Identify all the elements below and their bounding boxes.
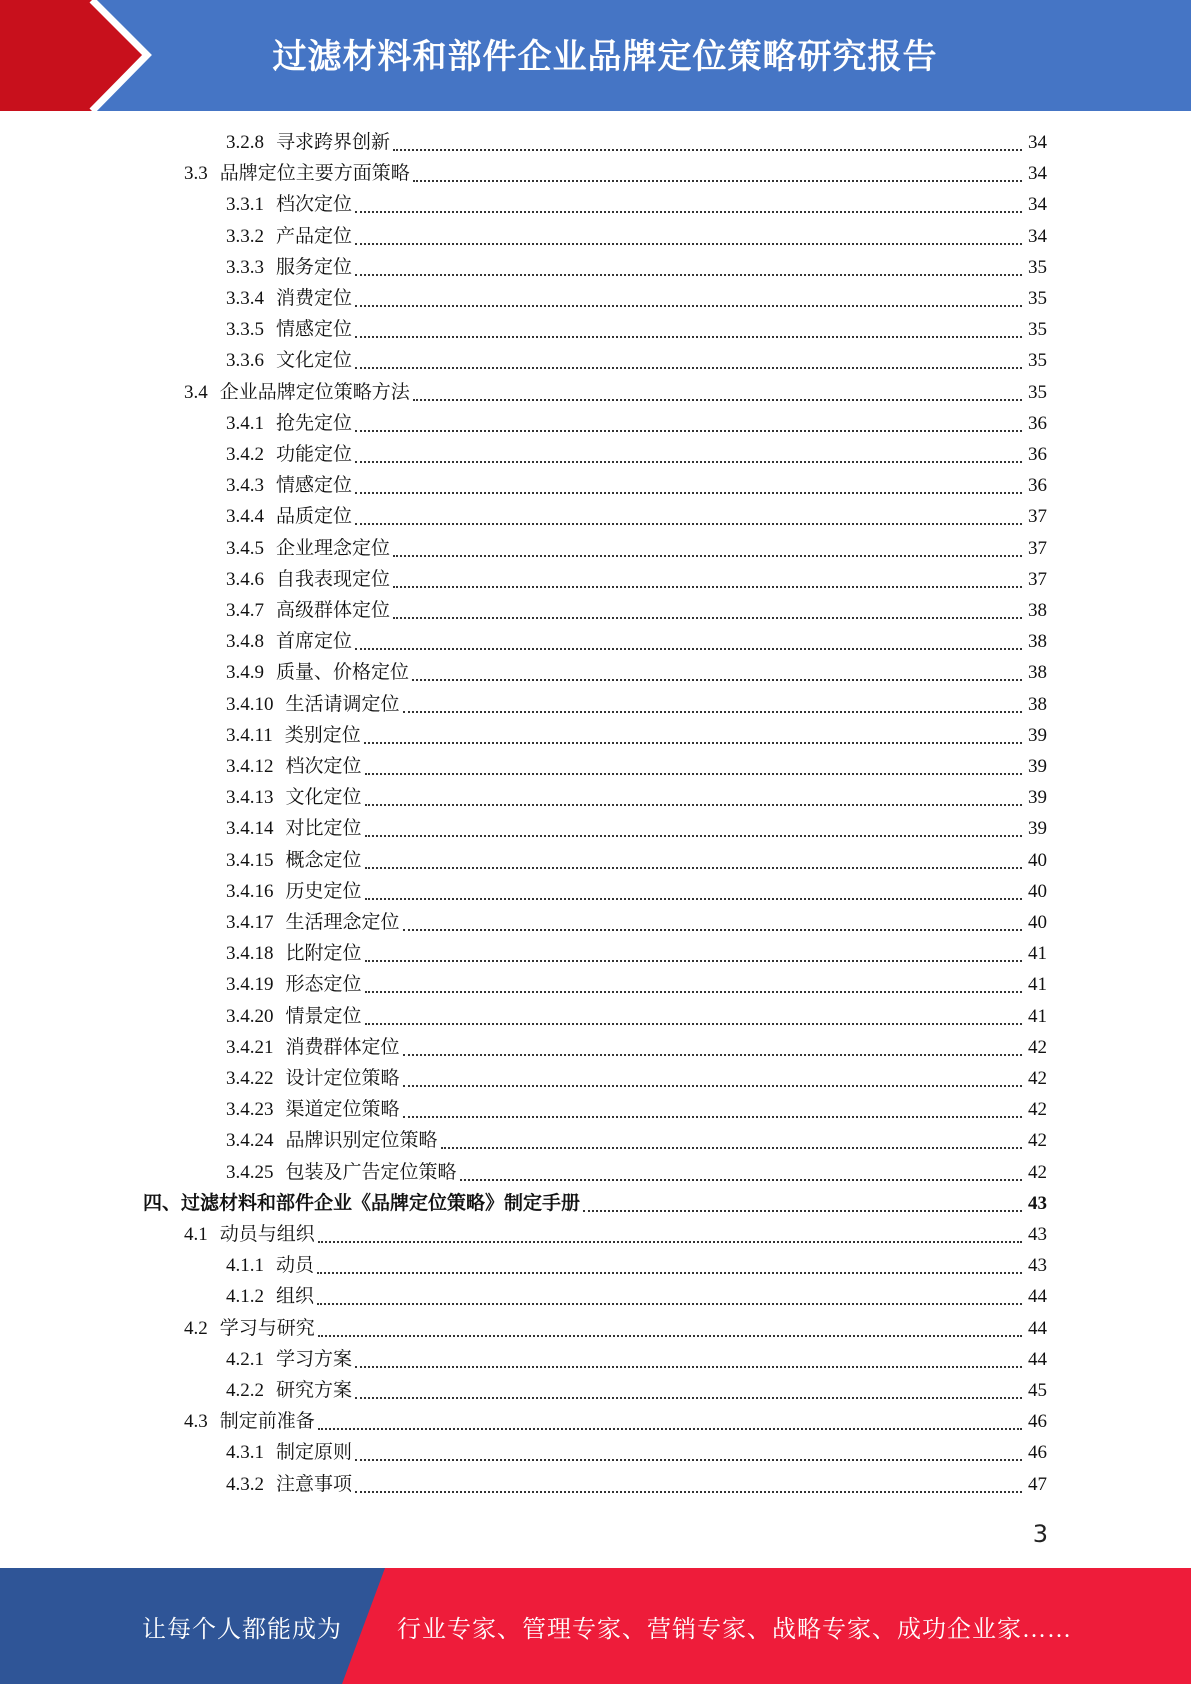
- toc-dot-leader: [403, 1053, 1022, 1056]
- toc-entry-number: 3.4.25: [226, 1161, 274, 1183]
- toc-entry[interactable]: [226, 1437, 1047, 1468]
- page-header: [0, 0, 1191, 111]
- toc-dot-leader: [355, 491, 1022, 494]
- toc-entry-title: 高级群体定位: [276, 600, 391, 621]
- toc-entry-number: 3.4.10: [226, 693, 274, 715]
- toc-entry-number: 3.4.19: [226, 974, 274, 996]
- toc-entry-title: 产品定位: [276, 225, 353, 247]
- toc-entry-page: 39: [1028, 756, 1047, 777]
- toc-entry-title: 档次定位: [276, 194, 353, 216]
- toc-entry-number: 3.4.16: [226, 880, 274, 902]
- toc-entry-page: 35: [1028, 319, 1047, 341]
- toc-entry-title: 动员与组织: [219, 1224, 315, 1245]
- toc-entry-number: 3.3.6: [226, 350, 264, 372]
- toc-dot-leader: [393, 148, 1022, 151]
- toc-entry-number: 4.3: [184, 1411, 208, 1433]
- toc-dot-leader: [355, 1490, 1022, 1493]
- toc-entry-page: 45: [1028, 1380, 1047, 1401]
- toc-dot-leader: [393, 585, 1022, 588]
- toc-entry-page: 41: [1028, 943, 1047, 965]
- toc-entry-number: 3.3.1: [226, 194, 264, 216]
- toc-entry[interactable]: [226, 408, 1047, 439]
- toc-entry[interactable]: [184, 1406, 1047, 1437]
- toc-entry-number: 3.4.17: [226, 912, 274, 933]
- toc-entry[interactable]: [226, 813, 1047, 844]
- toc-entry[interactable]: [226, 907, 1047, 938]
- toc-entry-number: 3.4.18: [226, 943, 274, 965]
- toc-entry-page: 42: [1028, 1068, 1047, 1089]
- toc-dot-leader: [393, 616, 1022, 619]
- toc-entry-number: 3.4.1: [226, 412, 264, 434]
- toc-dot-leader: [318, 1334, 1022, 1337]
- toc-entry[interactable]: [184, 377, 1047, 408]
- toc-entry-number: 3.4.3: [226, 475, 264, 497]
- toc-dot-leader: [403, 1115, 1022, 1118]
- toc-entry-page: 44: [1028, 1286, 1047, 1308]
- toc-dot-leader: [403, 928, 1022, 931]
- toc-dot-leader: [413, 398, 1022, 401]
- toc-entry-page: 42: [1028, 1036, 1047, 1058]
- toc-entry[interactable]: [226, 1469, 1047, 1500]
- toc-entry-title: 注意事项: [276, 1473, 353, 1495]
- toc-entry-title: 抢先定位: [276, 412, 353, 434]
- toc-entry-title: 研究方案: [276, 1380, 353, 1401]
- toc-entry-title: 消费群体定位: [285, 1036, 400, 1058]
- toc-entry-title: 制定前准备: [219, 1411, 315, 1433]
- report-title: 过滤材料和部件企业品牌定位策略研究报告: [272, 36, 938, 77]
- footer-slogan-left: 让每个人都能成为: [142, 1616, 342, 1643]
- toc-entry-number: 4.3.2: [226, 1473, 264, 1495]
- toc-entry-number: 4.2.1: [226, 1348, 264, 1370]
- toc-entry[interactable]: [184, 1313, 1047, 1344]
- toc-dot-leader: [583, 1209, 1022, 1212]
- toc-entry[interactable]: [226, 876, 1047, 907]
- toc-dot-leader: [365, 834, 1022, 837]
- toc-entry-page: 38: [1028, 693, 1047, 715]
- toc-entry-title: 品牌识别定位策略: [285, 1130, 438, 1152]
- toc-dot-leader: [355, 210, 1022, 213]
- toc-entry-number: 4.1: [184, 1224, 208, 1245]
- toc-entry-page: 43: [1028, 1192, 1047, 1214]
- toc-entry-title: 过滤材料和部件企业《品牌定位策略》制定手册: [181, 1192, 581, 1214]
- toc-dot-leader: [355, 460, 1022, 463]
- toc-dot-leader: [355, 366, 1022, 369]
- toc-entry-page: 46: [1028, 1442, 1047, 1464]
- toc-entry-number: 3.4.8: [226, 631, 264, 653]
- toc-entry-title: 动员: [276, 1255, 315, 1277]
- toc-entry-page: 34: [1028, 163, 1047, 185]
- toc-entry-page: 40: [1028, 880, 1047, 902]
- toc-dot-leader: [412, 678, 1022, 681]
- toc-entry[interactable]: [226, 533, 1047, 564]
- toc-entry-page: 35: [1028, 381, 1047, 403]
- toc-entry-title: 学习与研究: [219, 1317, 315, 1339]
- toc-entry-number: 3.4.21: [226, 1036, 274, 1058]
- toc-entry-number: 3.4.22: [226, 1068, 274, 1089]
- toc-entry-title: 制定原则: [276, 1442, 353, 1464]
- toc-entry-page: 35: [1028, 256, 1047, 278]
- toc-entry-title: 功能定位: [276, 444, 353, 465]
- toc-dot-leader: [365, 1022, 1022, 1025]
- toc-entry[interactable]: [226, 439, 1047, 470]
- toc-dot-leader: [355, 242, 1022, 245]
- toc-dot-leader: [441, 1146, 1022, 1149]
- toc-entry-title: 品质定位: [276, 506, 353, 528]
- toc-entry-number: 3.3.2: [226, 225, 264, 247]
- toc-entry[interactable]: [226, 345, 1047, 376]
- toc-entry-title: 企业品牌定位策略方法: [219, 381, 410, 403]
- toc-dot-leader: [317, 1271, 1022, 1274]
- toc-entry-number: 3.4.24: [226, 1130, 274, 1152]
- toc-entry-title: 历史定位: [285, 880, 362, 902]
- toc-entry-page: 36: [1028, 412, 1047, 434]
- toc-dot-leader: [355, 304, 1022, 307]
- toc-entry-title: 品牌定位主要方面策略: [219, 163, 410, 185]
- toc-entry[interactable]: [226, 1094, 1047, 1125]
- toc-entry-number: 3.4.23: [226, 1099, 274, 1121]
- toc-entry-page: 39: [1028, 787, 1047, 809]
- toc-entry-title: 消费定位: [276, 288, 353, 309]
- toc-entry-title: 文化定位: [285, 787, 362, 809]
- toc-dot-leader: [393, 554, 1022, 557]
- toc-entry[interactable]: [226, 314, 1047, 345]
- toc-entry-page: 34: [1028, 225, 1047, 247]
- toc-entry[interactable]: [226, 751, 1047, 782]
- toc-entry-title: 形态定位: [285, 974, 362, 996]
- toc-entry-number: 4.3.1: [226, 1442, 264, 1464]
- toc-entry-number: 3.3: [184, 163, 208, 185]
- toc-entry-page: 37: [1028, 506, 1047, 528]
- toc-entry-number: 3.4.20: [226, 1005, 274, 1027]
- toc-entry[interactable]: [226, 1344, 1047, 1375]
- toc-entry[interactable]: [226, 1281, 1047, 1312]
- toc-entry-page: 38: [1028, 662, 1047, 684]
- toc-entry-title: 自我表现定位: [276, 568, 391, 590]
- toc-dot-leader: [317, 1302, 1022, 1305]
- toc-entry[interactable]: [226, 938, 1047, 969]
- toc-entry-number: 3.3.3: [226, 256, 264, 278]
- toc-entry-page: 34: [1028, 132, 1047, 153]
- toc-entry-title: 对比定位: [285, 818, 362, 840]
- toc-entry-page: 42: [1028, 1130, 1047, 1152]
- toc-entry-page: 41: [1028, 1005, 1047, 1027]
- toc-entry-title: 类别定位: [284, 724, 361, 746]
- toc-entry-page: 42: [1028, 1099, 1047, 1121]
- toc-entry-title: 概念定位: [285, 849, 362, 871]
- toc-entry-number: 3.4.5: [226, 537, 264, 559]
- toc-entry-title: 情景定位: [285, 1005, 362, 1027]
- toc-entry-page: 39: [1028, 818, 1047, 840]
- toc-entry-page: 39: [1028, 724, 1047, 746]
- toc-entry[interactable]: [226, 252, 1047, 283]
- toc-entry[interactable]: [226, 1125, 1047, 1156]
- toc-dot-leader: [355, 335, 1022, 338]
- toc-entry-page: 37: [1028, 537, 1047, 559]
- toc-entry[interactable]: [226, 626, 1047, 657]
- toc-entry-page: 35: [1028, 288, 1047, 309]
- toc-entry-page: 35: [1028, 350, 1047, 372]
- toc-entry[interactable]: [226, 1063, 1047, 1094]
- toc-entry-title: 渠道定位策略: [285, 1099, 400, 1121]
- toc-entry-title: 企业理念定位: [276, 537, 391, 559]
- toc-dot-leader: [365, 803, 1022, 806]
- toc-entry-page: 36: [1028, 475, 1047, 497]
- toc-dot-leader: [460, 1178, 1022, 1181]
- toc-dot-leader: [355, 522, 1022, 525]
- toc-entry-number: 3.4.11: [226, 724, 273, 746]
- toc-entry[interactable]: [226, 1001, 1047, 1032]
- toc-dot-leader: [355, 1396, 1022, 1399]
- toc-entry[interactable]: [226, 720, 1047, 751]
- toc-dot-leader: [318, 1240, 1022, 1243]
- toc-entry[interactable]: [226, 969, 1047, 1000]
- toc-entry[interactable]: [184, 1219, 1047, 1250]
- toc-entry-number: 3.4.9: [226, 662, 264, 684]
- toc-dot-leader: [318, 1427, 1022, 1430]
- toc-entry-page: 42: [1028, 1161, 1047, 1183]
- toc-entry-number: 3.4.12: [226, 756, 274, 777]
- toc-dot-leader: [355, 1458, 1022, 1461]
- toc-entry-page: 38: [1028, 600, 1047, 621]
- toc-dot-leader: [365, 866, 1022, 869]
- footer-slogan-right: 行业专家、管理专家、营销专家、战略专家、成功企业家……: [397, 1616, 1072, 1643]
- toc-entry-number: 3.4.7: [226, 600, 264, 621]
- toc-dot-leader: [365, 990, 1022, 993]
- toc-entry-page: 47: [1028, 1473, 1047, 1495]
- toc-entry-page: 37: [1028, 568, 1047, 590]
- toc-entry-title: 设计定位策略: [285, 1068, 400, 1089]
- toc-dot-leader: [413, 179, 1022, 182]
- toc-entry-page: 43: [1028, 1224, 1047, 1245]
- toc-entry-title: 生活请调定位: [285, 693, 400, 715]
- toc-entry[interactable]: [226, 689, 1047, 720]
- toc-entry-title: 文化定位: [276, 350, 353, 372]
- toc-entry-page: 44: [1028, 1348, 1047, 1370]
- toc-dot-leader: [365, 959, 1022, 962]
- toc-entry[interactable]: [226, 127, 1047, 158]
- toc-entry[interactable]: [226, 1157, 1047, 1188]
- toc-entry[interactable]: [226, 221, 1047, 252]
- toc-entry-title: 首席定位: [276, 631, 353, 653]
- toc-entry-number: 3.4: [184, 381, 208, 403]
- toc-entry-number: 4.2: [184, 1317, 208, 1339]
- toc-entry-title: 生活理念定位: [285, 912, 400, 933]
- toc-entry-page: 40: [1028, 849, 1047, 871]
- toc-entry-number: 3.4.4: [226, 506, 264, 528]
- toc-entry[interactable]: [226, 595, 1047, 626]
- toc-entry-number: 3.3.4: [226, 288, 264, 309]
- toc-entry-title: 包装及广告定位策略: [285, 1161, 457, 1183]
- toc-entry-number: 3.2.8: [226, 132, 264, 153]
- toc-entry[interactable]: [226, 564, 1047, 595]
- toc-entry-page: 38: [1028, 631, 1047, 653]
- page-number: 3: [1032, 1520, 1048, 1548]
- toc-entry[interactable]: [143, 1188, 1047, 1219]
- toc-entry-number: 4.1.2: [226, 1286, 264, 1308]
- toc-entry-title: 学习方案: [276, 1348, 353, 1370]
- toc-entry-page: 36: [1028, 444, 1047, 465]
- toc-entry-page: 41: [1028, 974, 1047, 996]
- toc-dot-leader: [364, 741, 1022, 744]
- toc-entry-page: 40: [1028, 912, 1047, 933]
- toc-dot-leader: [355, 647, 1022, 650]
- toc-dot-leader: [365, 897, 1022, 900]
- toc-entry[interactable]: [226, 1375, 1047, 1406]
- toc-entry[interactable]: [226, 189, 1047, 220]
- toc-entry-number: 3.4.14: [226, 818, 274, 840]
- toc-entry-number: 3.4.2: [226, 444, 264, 465]
- toc-entry-number: 3.4.13: [226, 787, 274, 809]
- toc-dot-leader: [403, 710, 1022, 713]
- toc-entry-number: 3.4.6: [226, 568, 264, 590]
- toc-entry-number: 四、: [143, 1192, 182, 1214]
- toc-dot-leader: [403, 1084, 1022, 1087]
- toc-entry[interactable]: [226, 782, 1047, 813]
- toc-entry-number: 3.3.5: [226, 319, 264, 341]
- toc-entry[interactable]: [226, 1250, 1047, 1281]
- toc-entry-title: 质量、价格定位: [276, 662, 410, 684]
- page-footer: [0, 1568, 1191, 1684]
- toc-entry-title: 寻求跨界创新: [276, 132, 391, 153]
- toc-entry-page: 44: [1028, 1317, 1047, 1339]
- toc-entry[interactable]: [226, 1032, 1047, 1063]
- toc-entry-number: 4.2.2: [226, 1380, 264, 1401]
- toc-entry[interactable]: [226, 845, 1047, 876]
- toc-dot-leader: [355, 429, 1022, 432]
- toc-entry-page: 43: [1028, 1255, 1047, 1277]
- toc-dot-leader: [355, 1365, 1022, 1368]
- toc-entry-title: 情感定位: [276, 475, 353, 497]
- toc-entry[interactable]: [184, 158, 1047, 189]
- toc-entry-title: 组织: [276, 1286, 315, 1308]
- toc-entry-page: 34: [1028, 194, 1047, 216]
- toc-entry-number: 4.1.1: [226, 1255, 264, 1277]
- toc-entry-page: 46: [1028, 1411, 1047, 1433]
- toc-entry-title: 比附定位: [285, 943, 362, 965]
- toc-entry-title: 档次定位: [285, 756, 362, 777]
- toc-dot-leader: [365, 772, 1022, 775]
- toc-entry-title: 情感定位: [276, 319, 353, 341]
- toc-entry[interactable]: [226, 283, 1047, 314]
- toc-entry-number: 3.4.15: [226, 849, 274, 871]
- toc-dot-leader: [355, 273, 1022, 276]
- toc-entry[interactable]: [226, 501, 1047, 532]
- toc-entry[interactable]: [226, 657, 1047, 688]
- toc-entry[interactable]: [226, 470, 1047, 501]
- toc-entry-title: 服务定位: [276, 256, 353, 278]
